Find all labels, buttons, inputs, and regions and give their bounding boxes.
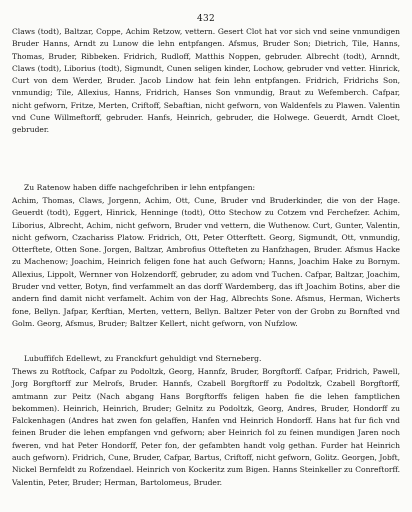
- section-heading-lubus: Lubuffifch Edellewt, zu Franckfurt gehuldigt vnd Sterneberg.: [24, 354, 262, 363]
- page-number: 432: [196, 14, 216, 24]
- paragraph-nobility-list-1: Claws (todt), Baltzar, Coppe, Achim Retzow, vettern. Gesert Clot hat vor sich vnd seine vnmundigen Bruder Hanns, Arndt zu Lunow die lehn entpfangen. Afsmus, Bruder Son; Dietrich, Tile, Hanns, Thomas, Bruder, Ribbeken. Fridrich, Rudloff, Matthis Noppen, gebruder. Albrecht (todt), Arnndt, Claws (todt), Liborius (todt), Sigmundt, Cunen seligen kinder, Lochow, gebruder vnd vetter. Hinrick, Curt von dem Werder, Bruder. Jacob Lindow hat fein lehn entpfangen. Fridrich, Fridrichs Son, vnmundig; Tile, Allexius, Hanns, Fridrich, Hanses Son vnmundig, Braut zu Wefemberch. Cafpar, nicht gefworn, Fritze, Merten, Criftoff, Sebaftian, nicht gefworn, von Waldenfels zu Plawen. Valentin vnd Cune Willmeftorff, gebruder. Hanfs, Heinrich, gebruder, die Holwege. Geuerdt, Arndt Cloet, gebruder.: [12, 27, 400, 135]
- paragraph-lubus-list: Thews zu Rotftock, Cafpar zu Podoltzk, Georg, Hannfz, Bruder, Borgftorff. Cafpar, Fridrich, Pawell, Jorg Borgftorff zur Melrofs, Bruder. Hannfs, Czabell Borgftorff zu Podoltzk, Czabell Borgftorff, amtmann zur Peitz (Nach abgang Hans Borgftorffs feligen haben fie die lehen famptlichen bekommen). Heinrich, Heinrich, Bruder; Gelnitz zu Podoltzk, Georg, Andres, Bruder, Hondorff zu Falckenhagen (Andres hat zwen fon gelaffen, Hanfen vnd Heinrich Hondorff. Hans hat fur fich vnd feinen Bruder die lehen empfangen vnd gefworn; aber Heinrich fol zu feinen mundigen Jaren noch fweren, vnd hat Peter Hondorff, Peter fon, der gefambten handt volg gethan. Furder hat Heinrich auch gefworn). Fridrich, Cune, Bruder, Cafpar, Bartus, Criftoff, nicht gefworn, Golitz. Georgen, Jobft, Nickel Bernfeldt zu Rofzendael. Heinrich von Kockeritz zum Bigen. Hanns Steinkeller zu Conreftorff. Valentin, Peter, Bruder; Herman, Bartolomeus, Bruder.: [12, 367, 400, 487]
- section-heading-ratenow: Zu Ratenow haben diffe nachgefchriben ir lehn entpfangen:: [24, 183, 256, 192]
- paragraph-ratenow-list: Achim, Thomas, Claws, Jorgenn, Achim, Ott, Cune, Bruder vnd Bruderkinder, die von der Hage. Geuerdt (todt), Eggert, Hinrick, Henninge (todt), Otto Stechow zu Cotzem vnd Ferchefzer. Achim, Liborius, Albrecht, Achim, nicht gefworn, Bruder vnd vettern, die Wuthenow. Curt, Gunter, Valentin, nicht gefworn, Czachariss Platow. Fridrich, Ott, Peter Otterftett. Georg, Sigmundt, Ott, vnmundig, Otterftete, Otten Sone. Jorgen, Baltzar, Ambrofius Ottefteten zu Hanfzhagen, Bruder. Afsmus Hacke zu Machenow; Joachim, Heinrich feligen fone hat auch Gefworn; Hanns, Joachim Hake zu Bornym. Allexius, Lippolt, Wernner von Holzendorff, gebruder, zu adom vnd Tuchen. Cafpar, Baltzar, Joachim, Bruder vnd vetter, Botyn, find verfammelt an das dorff Wardemberg, das ift Joachim Botins, aber die andern find damit nicht verfamelt. Achim von der Hag, Albrechts Sone. Afsmus, Herman, Wicherts fone, Bellyn. Jafpar, Kerftian, Merten, vettern, Bellyn. Baltzer Peter von der Grobn zu Bornfted vnd Golm. Georg, Afsmus, Bruder; Baltzer Kellert, nicht gefworn, von Nufzlow.: [12, 196, 400, 328]
